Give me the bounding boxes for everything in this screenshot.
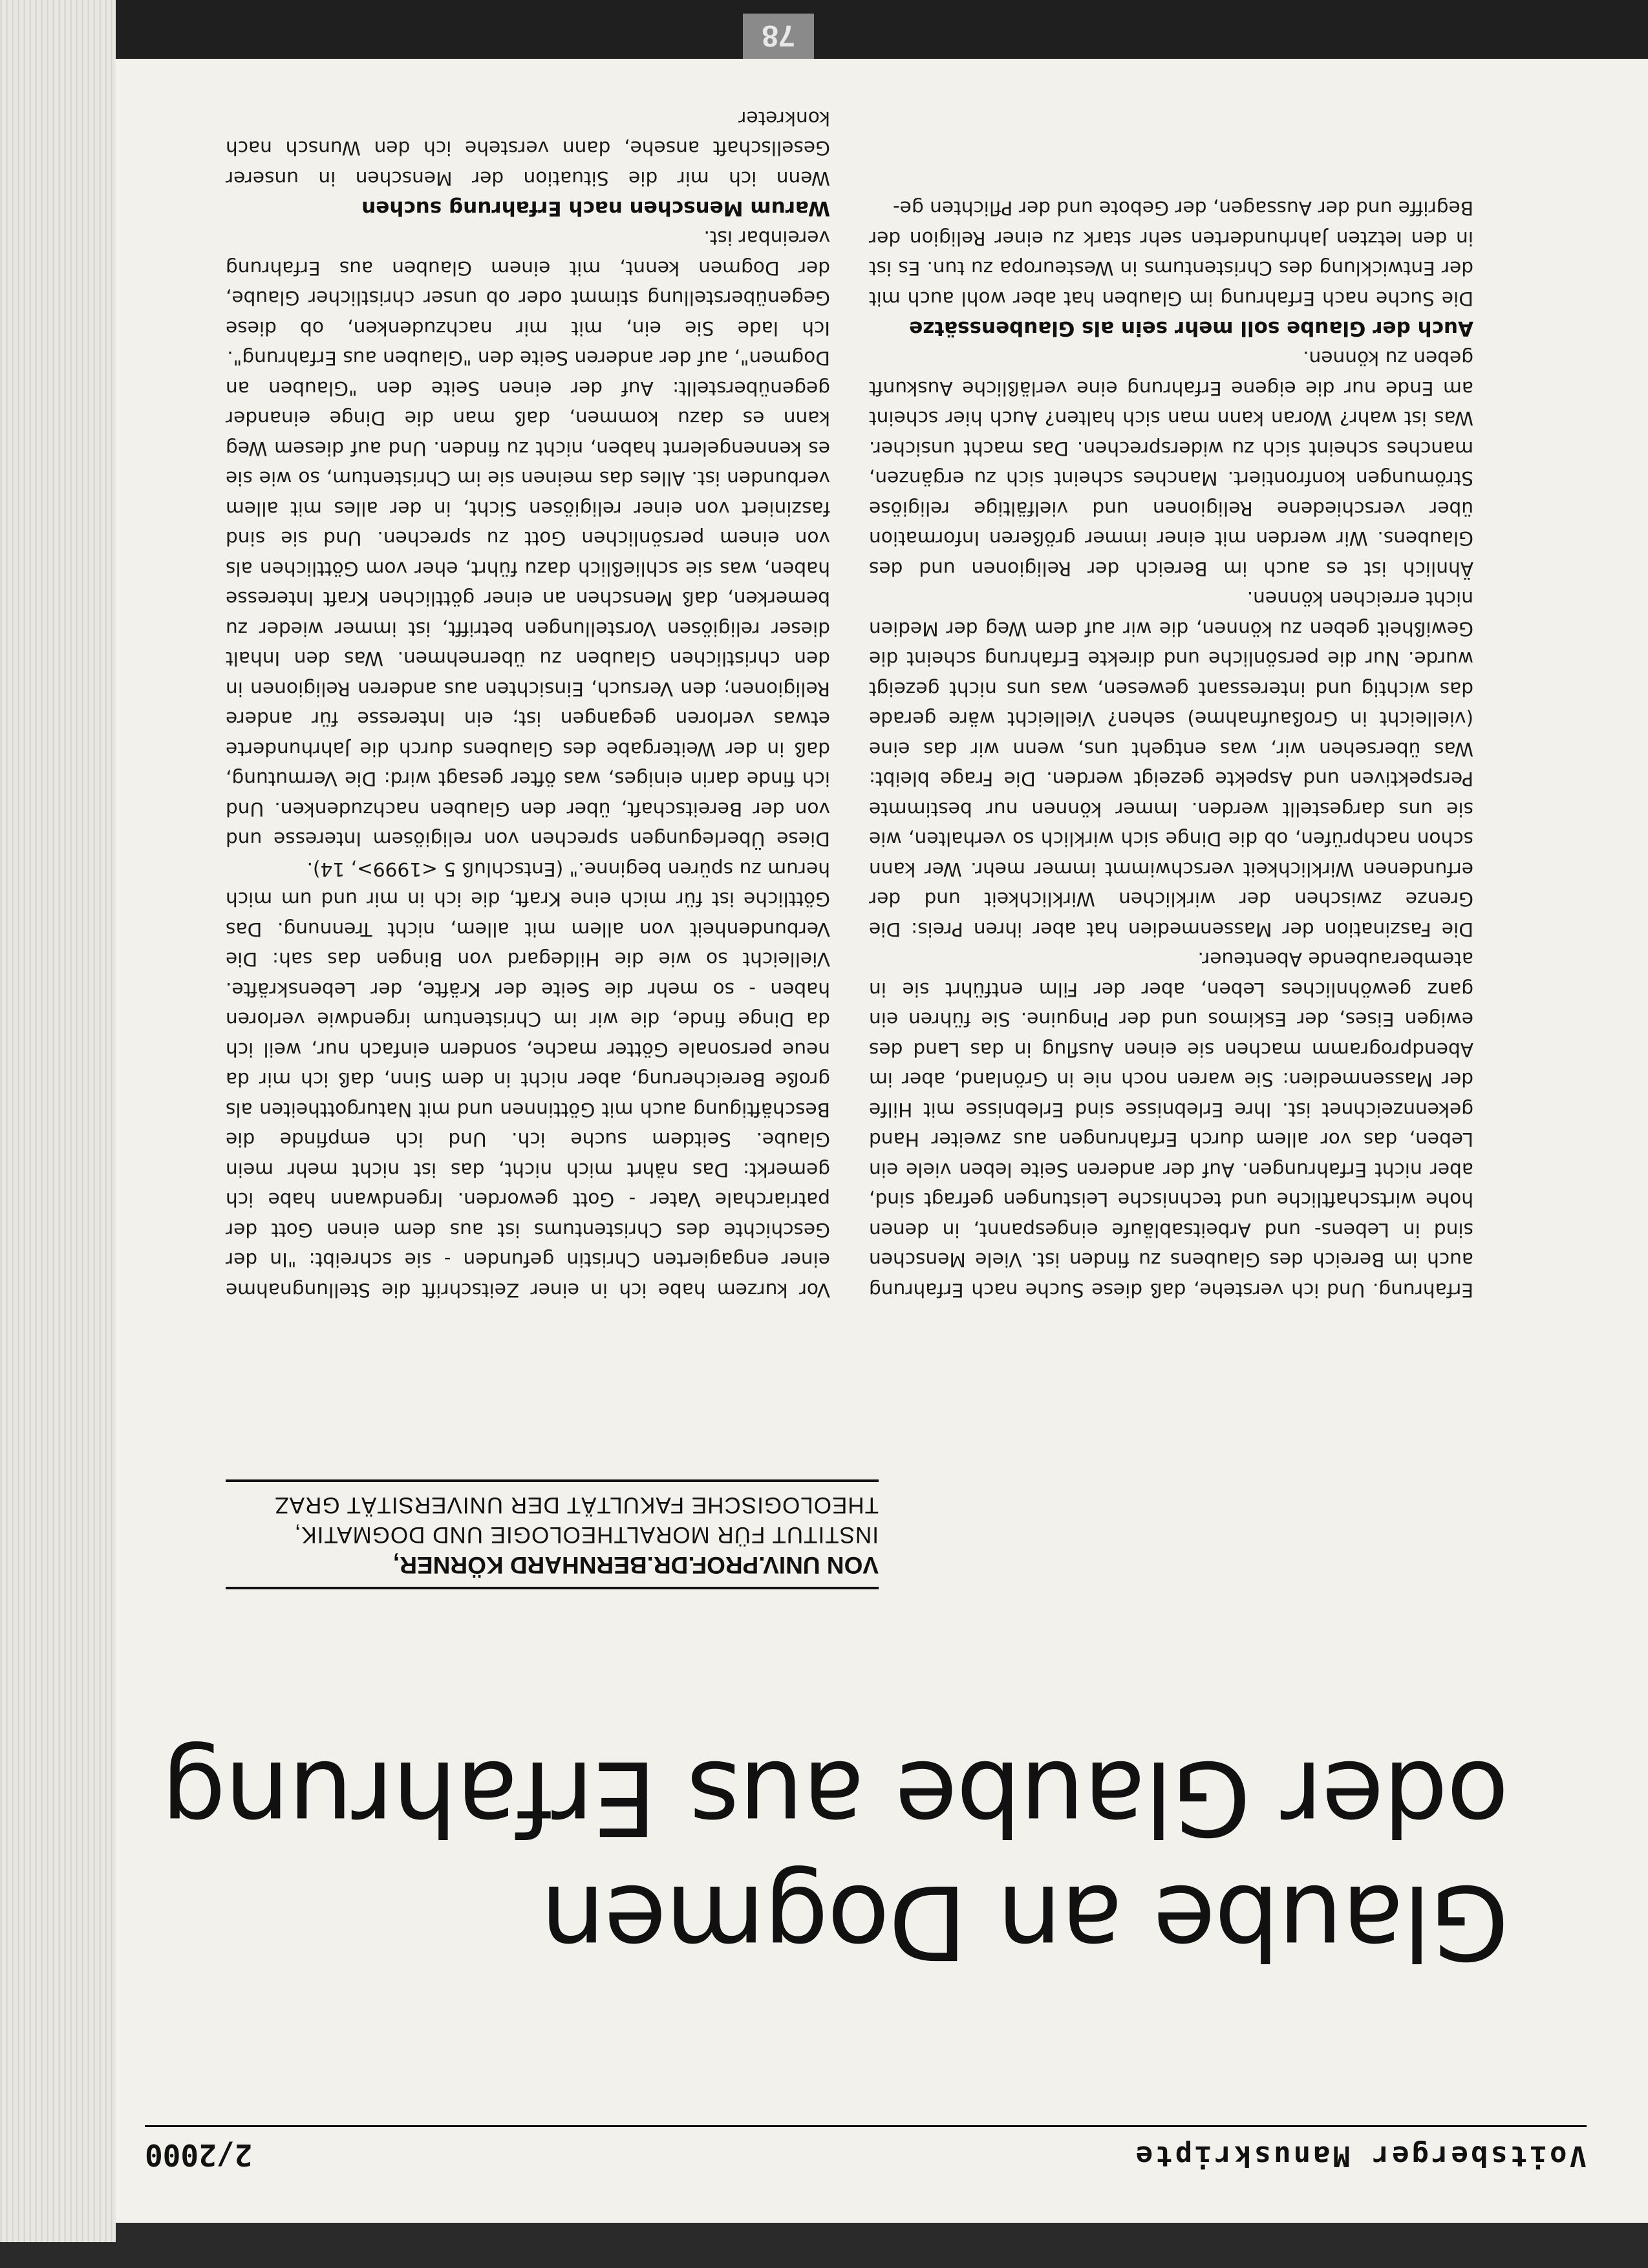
page-number: 78	[743, 14, 814, 59]
paragraph: Wenn ich mir die Situation der Menschen in unserer Gesellschaft ansehe, dann verstehe ich den Wunsch nach konkreter	[226, 107, 830, 189]
text-column-left	[226, 103, 830, 1306]
section-heading: Auch der Glaube soll mehr sein als Glaubenssätze	[909, 317, 1473, 340]
paragraph: Ähnlich ist es auch im Bereich der Religionen und des Glaubens. Wir werden mit einer immer größeren Information über verschiedene Religionen und vielfältige religiöse Strömungen konfrontiert. Manches scheint sich zu ergänzen, manches scheint sich zu widersprechen. Das macht unsicher. Was ist wahr? Woran kann man sich halten? Auch hier scheint am Ende nur die eigene Erfahrung eine verläßliche Auskunft geben zu können.	[869, 347, 1473, 580]
title-line-2: oder Glaube aus Erfahrung	[162, 1738, 1509, 1857]
page-edges	[0, 0, 116, 2242]
author-name: VON UNIV.PROF.DR.BERNHARD KÖRNER,	[392, 1552, 879, 1578]
paragraph: Vor kurzem habe ich in einer Zeitschrift die Stellungnahme einer engagierten Christin gefunden - sie schreibt: "In der Geschichte des Christentums ist aus dem einen Gott der patriarchale Vater - Gott geworden. Irgendwann habe ich gemerkt: Das nährt mich nicht, das ist nicht mehr mein Glaube. Seitdem suche ich. Und ich empfinde die Beschäftigung auch mit Göttinnen und mit Naturgottheiten als große Bereicherung, aber nicht in dem Sinn, daß ich mir da neue personale Götter mache, sondern einfach nur, weil ich da Dinge finde, die wir im Christentum irgendwie verloren haben - so mehr die Seite der Kräfte, der Lebenskräfte. Vielleicht so wie die Hildegard von Bingen das sah: Die Verbundenheit von allem mit allem, nicht Trennung. Das Göttliche ist für mich eine Kraft, die ich in mir und um mich herum zu spüren beginne." (Entschluß 5 <1999>, 14).	[226, 858, 830, 1301]
paragraph: Ich lade Sie ein, mit mir nachzudenken, ob diese Gegenüberstellung stimmt oder ob unser christlicher Glaube, der Dogmen kennt, mit einem Glauben aus Erfahrung vereinbar ist.	[226, 227, 830, 339]
page-header	[145, 2125, 1587, 2179]
paragraph: Diese Überlegungen sprechen von religiösem Interesse und von der Bereitschaft, über den Glauben nachzudenken. Und ich finde darin einiges, was öfter gesagt wird: Die Vermutung, daß in der Weitergabe des Glaubens durch die Jahrhunderte etwas verloren gegangen ist; ein Interesse für andere Religionen; den Versuch, Einsichten aus anderen Religionen in den christlichen Glauben zu übernehmen. Was den Inhalt dieser religiösen Vorstellungen betrifft, ist immer wieder zu bemerken, daß Menschen an einer göttlichen Kraft Interesse haben, was sie schließlich dazu führt, eher vom Göttlichen als von einem persönlichen Gott zu sprechen. Und sie sind fasziniert von einer religiösen Sicht, in der alles mit allem verbunden ist. Alles das meinen sie im Christentum, so wie sie es kennengelernt haben, nicht zu finden. Und auf diesem Weg kann es dazu kommen, daß man die Dinge einander gegenüberstellt: Auf der einen Seite den "Glauben an Dogmen", auf der anderen Seite den "Glauben aus Erfahrung".	[226, 347, 830, 851]
title-line-1: Glaube an Dogmen	[541, 1862, 1509, 1981]
paragraph: Die Suche nach Erfahrung im Glauben hat aber wohl auch mit der Entwicklung des Christentums in Westeuropa zu tun. Es ist in den letzten Jahrhunderten sehr stark zu einer Religion der Begriffe und der Aussagen, der Gebote und der Pflichten ge-	[869, 197, 1473, 310]
author-institute: INSTITUT FÜR MORALTHEOLOGIE UND DOGMATIK,	[294, 1522, 879, 1547]
scanner-binding-shadow	[116, 0, 1648, 59]
section-heading: Warum Menschen nach Erfahrung suchen	[361, 196, 830, 220]
magazine-page	[116, 14, 1648, 2223]
issue-number: 2/2000	[145, 2137, 253, 2172]
text-column-right	[869, 193, 1473, 1305]
article-title	[151, 1735, 1509, 1984]
author-box	[226, 1479, 879, 1589]
author-faculty: THEOLOGISCHE FAKULTÄT DER UNIVERSITÄT GRAZ	[274, 1492, 879, 1518]
journal-name: Voitsberger Manuskripte	[1133, 2139, 1587, 2172]
paragraph: Erfahrung. Und ich verstehe, daß diese Suche nach Erfahrung auch im Bereich des Glaubens zu finden ist. Viele Menschen sind in Lebens- und Arbeitsabläufe eingespannt, in denen hohe wirtschaftliche und technische Leistungen gefragt sind, aber nicht Erfahrungen. Auf der anderen Seite leben viele ein Leben, das vor allem durch Erfahrungen aus zweiter Hand gekennzeichnet ist. Ihre Erlebnisse sind Erlebnisse mit Hilfe der Massenmedien: Sie waren noch nie in Grönland, aber im Abendprogramm machen sie einen Ausflug in das Land des ewigen Eises, der Eskimos und der Pinguine. Sie führen ein ganz gewöhnliches Leben, aber der Film entführt sie in atemberaubende Abenteuer.	[869, 948, 1473, 1301]
paragraph: Die Faszination der Massenmedien hat aber ihren Preis: Die Grenze zwischen der wirklichen Wirklichkeit und der erfundenen Wirklichkeit verschwimmt immer mehr. Wer kann schon nachprüfen, ob die Dinge sich wirklich so verhalten, wie sie uns dargestellt werden. Immer können nur bestimmte Perspektiven und Aspekte gezeigt werden. Die Frage bleibt: Was übersehen wir, was entgeht uns, wenn wir das eine (vielleicht in Großaufnahme) sehen? Vielleicht wäre gerade das wichtig und interessant gewesen, was uns nicht gezeigt wurde. Nur die persönliche und direkte Erfahrung scheint die Gewißheit geben zu können, die wir auf dem Weg der Medien nicht erreichen können.	[869, 588, 1473, 940]
